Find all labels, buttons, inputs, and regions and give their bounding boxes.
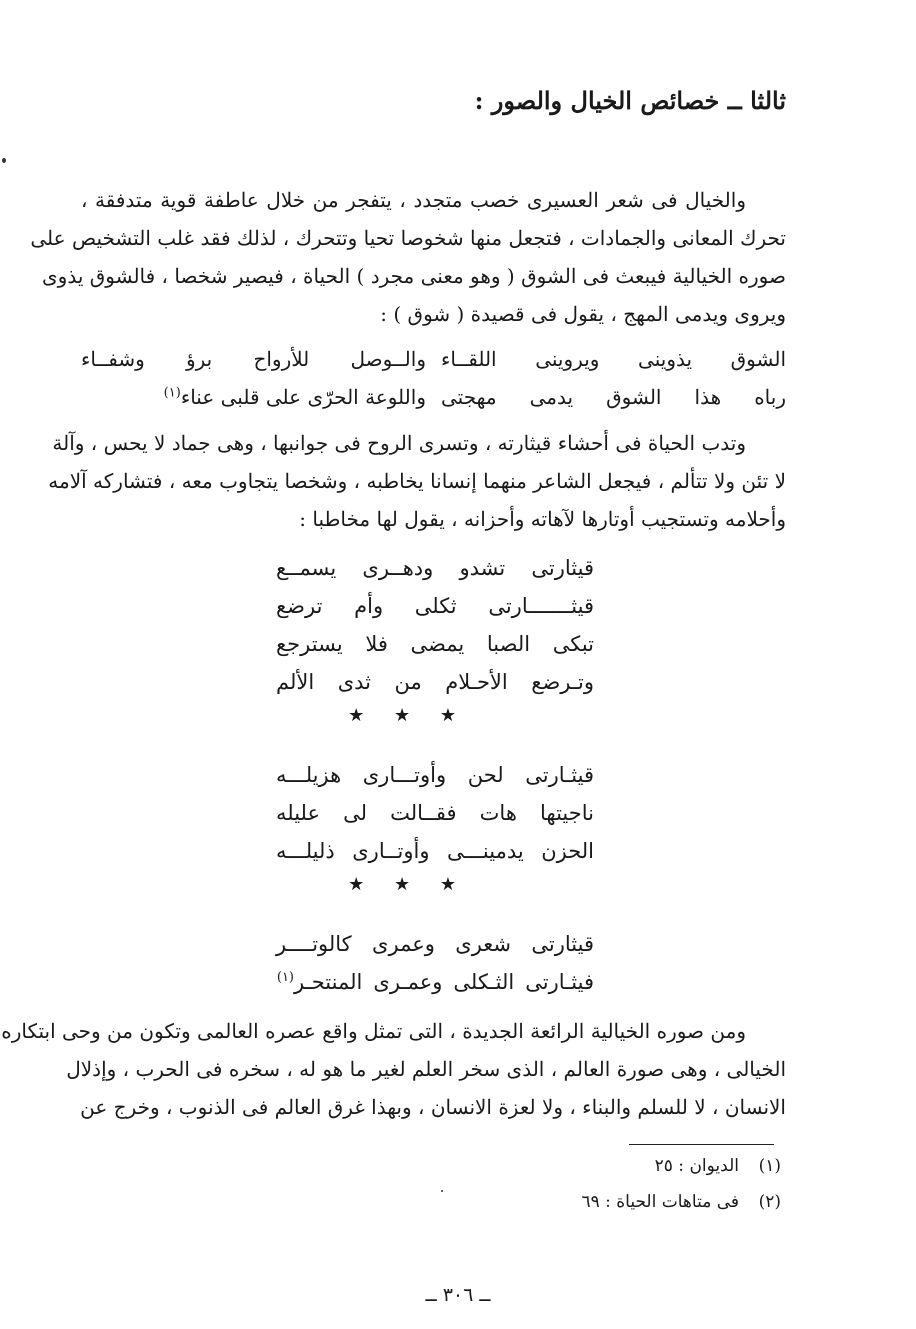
verse-line [81, 378, 786, 416]
paragraph-line: والخيال فى شعر العسيرى خصب متجدد ، يتفجر من خلال عاطفة قوية متدفقة ، [81, 188, 746, 212]
paragraph-line: وأحلامه وتستجيب أوتارها لآهاته وأحزانه ، يقول لها مخاطبا : [299, 507, 786, 531]
footnote-text: فى متاهات الحياة : ٦٩ [581, 1192, 739, 1212]
verse-second-hemistich-wrap [81, 378, 426, 416]
paragraph-line: تحرك المعانى والجمادات ، فتجعل منها شخوصا تحيا وتتحرك ، لذلك فقد غلب التشخيص على [30, 226, 786, 250]
poem-stanza-1 [276, 549, 594, 701]
scan-speck [441, 1190, 443, 1192]
verse-second-hemistich: واللوعة الحرّى على قلبى عناء [180, 385, 426, 409]
poem-line: تبكى الصبا يمضى فلا يسترجع [276, 632, 594, 656]
paragraph-2 [48, 424, 786, 538]
footnote-marker: (١) [163, 385, 181, 401]
footnote-divider [629, 1144, 774, 1145]
verse-second-hemistich: والــوصل للأرواح برؤ وشفــاء [81, 347, 426, 371]
poem-stanza-3 [276, 925, 594, 1001]
verse-first-hemistich: رباه هذا الشوق يدمى مهجتى [441, 385, 786, 409]
paragraph-line: صوره الخيالية فيبعث فى الشوق ( وهو معنى مجرد ) الحياة ، فيصير شخصا ، فالشوق يذوى [42, 264, 786, 288]
poem-line-with-marker [276, 963, 594, 1001]
section-heading: ثالثا ــ خصائص الخيال والصور : [474, 86, 786, 115]
footnote-number: (١) [758, 1156, 781, 1176]
paragraph-line: ومن صوره الخيالية الرائعة الجديدة ، التى تمثل واقع عصره العالمى وتكون من وحى ابتكاره [1, 1019, 746, 1043]
footnote-text: الديوان : ٢٥ [654, 1156, 739, 1176]
paragraph-line: لا تئن ولا تتألم ، فيجعل الشاعر منهما إنسانا يخاطبه ، وشخصا يتجاوب معه ، فتشاركه آلامه [48, 469, 786, 493]
verse-couplets [81, 340, 786, 416]
paragraph-line: الخيالى ، وهى صورة العالم ، الذى سخر العلم لغير ما هو له ، سخره فى الحرب ، وإذلال [66, 1057, 786, 1081]
footnote-marker: (١) [276, 970, 294, 985]
poem-line: قيثارتى شعرى وعمرى كالوتــــر [276, 932, 594, 956]
footnote-number: (٢) [758, 1192, 781, 1212]
footnote-1 [655, 1156, 781, 1176]
page-number: ــ ٣٠٦ ــ [425, 1284, 491, 1306]
poem-stanza-2 [276, 756, 594, 870]
stanza-separator-stars: ★ ★ ★ [348, 705, 468, 726]
verse-line [81, 340, 786, 378]
paragraph-line: ويروى ويدمى المهج ، يقول فى قصيدة ( شوق ) : [380, 302, 786, 326]
poem-line: قيثارتى تشدو ودهــرى يسمــع [276, 556, 594, 580]
poem-line: قيثـــــــارتى ثكلى وأم ترضع [276, 594, 594, 618]
poem-line: ناجيتها هات فقــالت لى عليله [276, 801, 594, 825]
stanza-separator-stars: ★ ★ ★ [348, 874, 468, 895]
verse-first-hemistich: الشوق يذوينى ويروينى اللقــاء [441, 347, 786, 371]
poem-line: وتـرضع الأحـلام من ثدى الألم [276, 670, 594, 694]
paragraph-line: وتدب الحياة فى أحشاء قيثارته ، وتسرى الروح فى جوانبها ، وهى جماد لا يحس ، وآلة [52, 431, 746, 455]
paragraph-3 [1, 1012, 786, 1126]
poem-line: الحزن يدمينـــى وأوتــارى ذليلـــه [276, 839, 594, 863]
poem-line: قيثـارتى لحن وأوتـــارى هزيلـــه [276, 763, 594, 787]
paragraph-line: الانسان ، لا للسلم والبناء ، ولا لعزة الانسان ، وبهذا غرق العالم فى الذنوب ، وخرج عن [80, 1095, 786, 1119]
poem-line: فيثـارتى الثـكلى وعمـرى المنتحـر [294, 970, 594, 994]
paragraph-1 [30, 181, 786, 333]
footnote-2 [581, 1192, 781, 1212]
scan-speck [2, 158, 6, 163]
